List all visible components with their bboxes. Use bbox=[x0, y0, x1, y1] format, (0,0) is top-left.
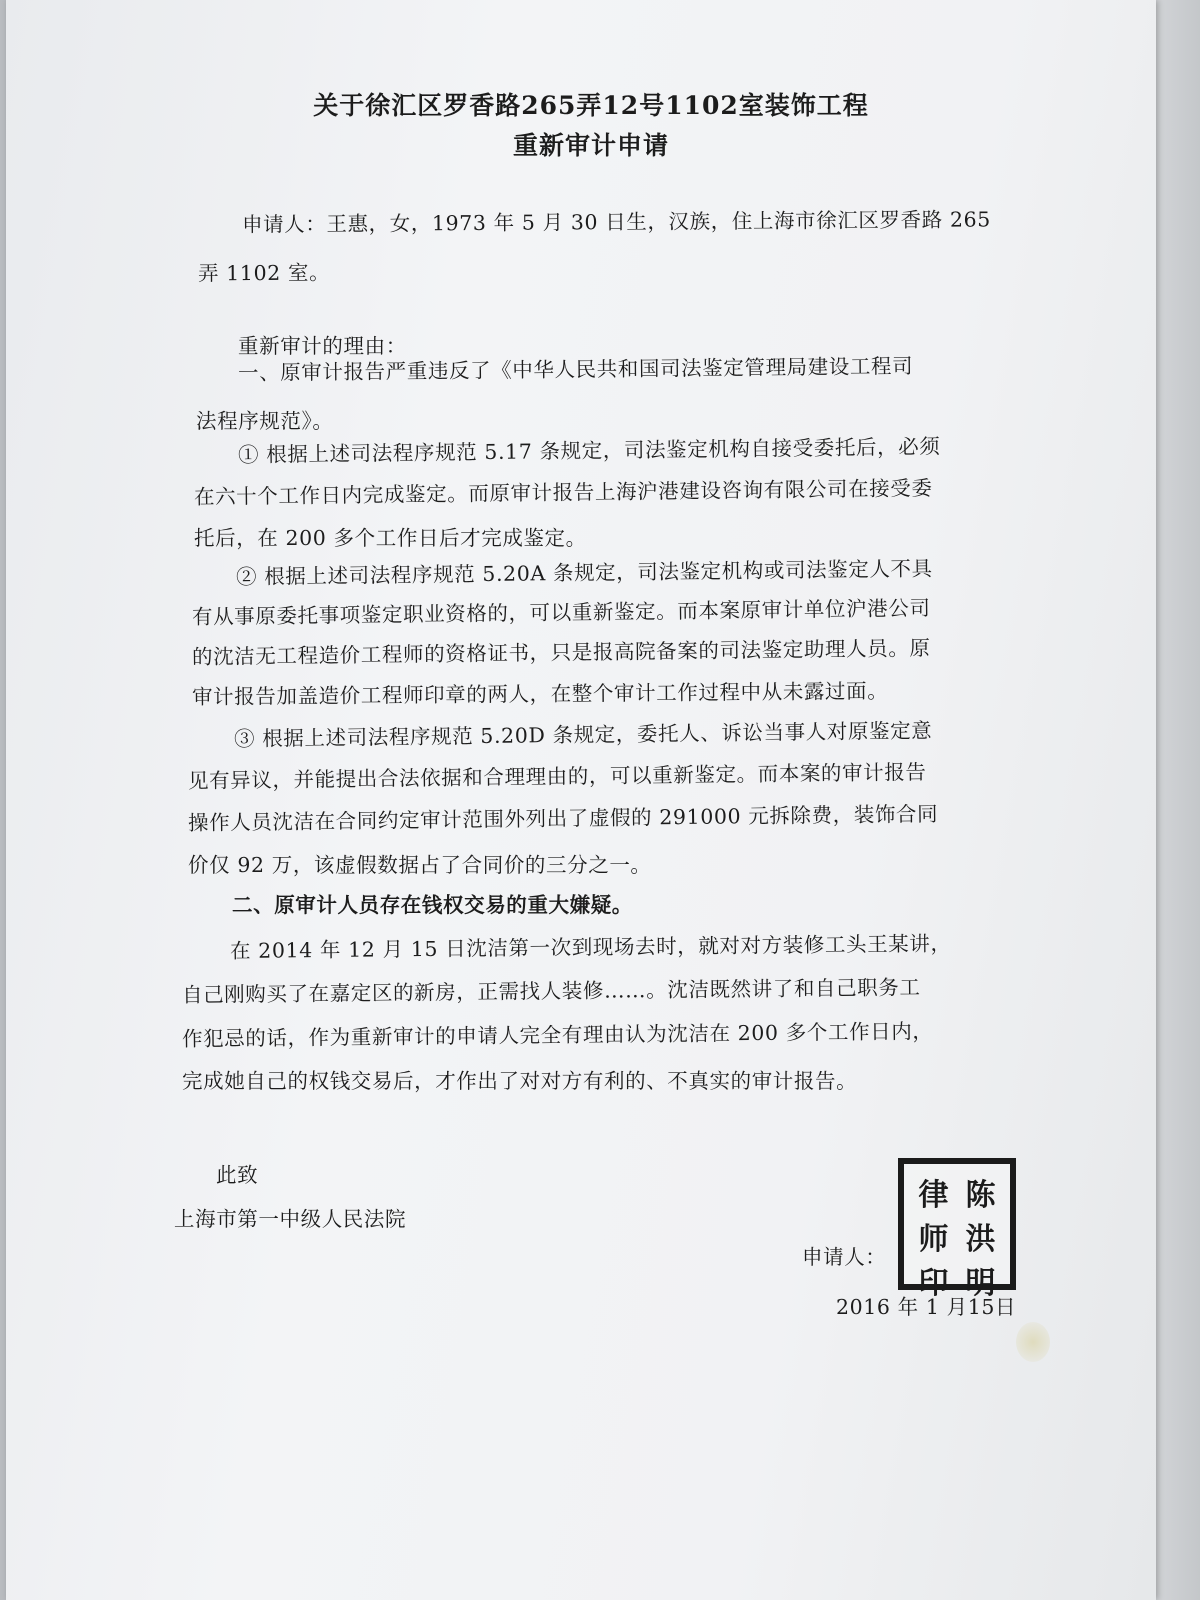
reason-2-line-2: 自己刚购买了在嘉定区的新房，正需找人装修……。沈洁既然讲了和自己职务工 bbox=[181, 975, 921, 1007]
seal-char: 陈 bbox=[965, 1178, 996, 1213]
item-2-line-1: ② 根据上述司法程序规范 5.20A 条规定，司法鉴定机构或司法鉴定人不具 bbox=[235, 556, 933, 589]
item-2-line-4: 审计报告加盖造价工程师印章的两人，在整个审计工作过程中从未露过面。 bbox=[191, 678, 889, 709]
reasons-heading: 重新审计的理由： bbox=[238, 334, 407, 358]
document-page bbox=[6, 0, 1156, 1600]
reason-2-line-4: 完成她自己的权钱交易后，才作出了对对方有利的、不真实的审计报告。 bbox=[182, 1069, 858, 1093]
signature-label: 申请人： bbox=[802, 1245, 887, 1269]
item-1-line-1: ① 根据上述司法程序规范 5.17 条规定，司法鉴定机构自接受委托后，必须 bbox=[237, 434, 941, 467]
lawyer-seal-stamp bbox=[898, 1158, 1016, 1301]
item-2-line-3: 的沈洁无工程造价工程师的资格证书，只是报高院备案的司法鉴定助理人员。原 bbox=[191, 635, 931, 669]
item-3-line-1: ③ 根据上述司法程序规范 5.20D 条规定，委托人、诉讼当事人对原鉴定意 bbox=[233, 718, 933, 751]
document-title: 关于徐汇区罗香路265弄12号1102室装饰工程 bbox=[313, 91, 869, 120]
reason-2-line-3: 作犯忌的话，作为重新审计的申请人完全有理由认为沈洁在 200 多个工作日内， bbox=[181, 1019, 934, 1051]
date-line: 2016 年 1 月15日 bbox=[836, 1295, 1017, 1319]
item-3-line-4: 价仅 92 万，该虚假数据占了合同价的三分之一。 bbox=[188, 853, 652, 877]
item-1-line-3: 托后，在 200 多个工作日后才完成鉴定。 bbox=[194, 526, 587, 550]
closing-phrase: 此致 bbox=[216, 1163, 259, 1187]
reason-2-heading: 二、原审计人员存在钱权交易的重大嫌疑。 bbox=[232, 893, 633, 917]
recipient-court: 上海市第一中级人民法院 bbox=[174, 1207, 407, 1231]
applicant-line-1: 申请人：王惠，女，1973 年 5 月 30 日生，汉族，住上海市徐汇区罗香路 265 bbox=[241, 207, 991, 237]
applicant-line-2: 弄 1102 室。 bbox=[197, 260, 331, 286]
item-1-line-2: 在六十个工作日内完成鉴定。而原审计报告上海沪港建设咨询有限公司在接受委 bbox=[193, 475, 933, 509]
document-subtitle: 重新审计申请 bbox=[512, 131, 669, 160]
paper-stain bbox=[1016, 1322, 1050, 1362]
seal-char: 律 bbox=[918, 1178, 949, 1213]
seal-char: 印 bbox=[918, 1266, 949, 1301]
item-2-line-2: 有从事原委托事项鉴定职业资格的，可以重新鉴定。而本案原审计单位沪港公司 bbox=[191, 595, 931, 629]
reason-2-line-1: 在 2014 年 12 月 15 日沈洁第一次到现场去时，就对对方装修工头王某讲， bbox=[229, 931, 952, 963]
item-3-line-2: 见有异议，并能提出合法依据和合理理由的，可以重新鉴定。而本案的审计报告 bbox=[187, 759, 927, 793]
reason-1-heading-line-1: 一、原审计报告严重违反了《中华人民共和国司法鉴定管理局建设工程司 bbox=[237, 353, 914, 385]
reason-1-heading-line-2: 法程序规范》。 bbox=[196, 409, 334, 433]
item-3-line-3: 操作人员沈洁在合同约定审计范围外列出了虚假的 291000 元拆除费，装饰合同 bbox=[187, 801, 939, 835]
seal-char: 洪 bbox=[965, 1222, 996, 1257]
seal-char: 明 bbox=[965, 1266, 996, 1301]
seal-char: 师 bbox=[918, 1222, 949, 1257]
